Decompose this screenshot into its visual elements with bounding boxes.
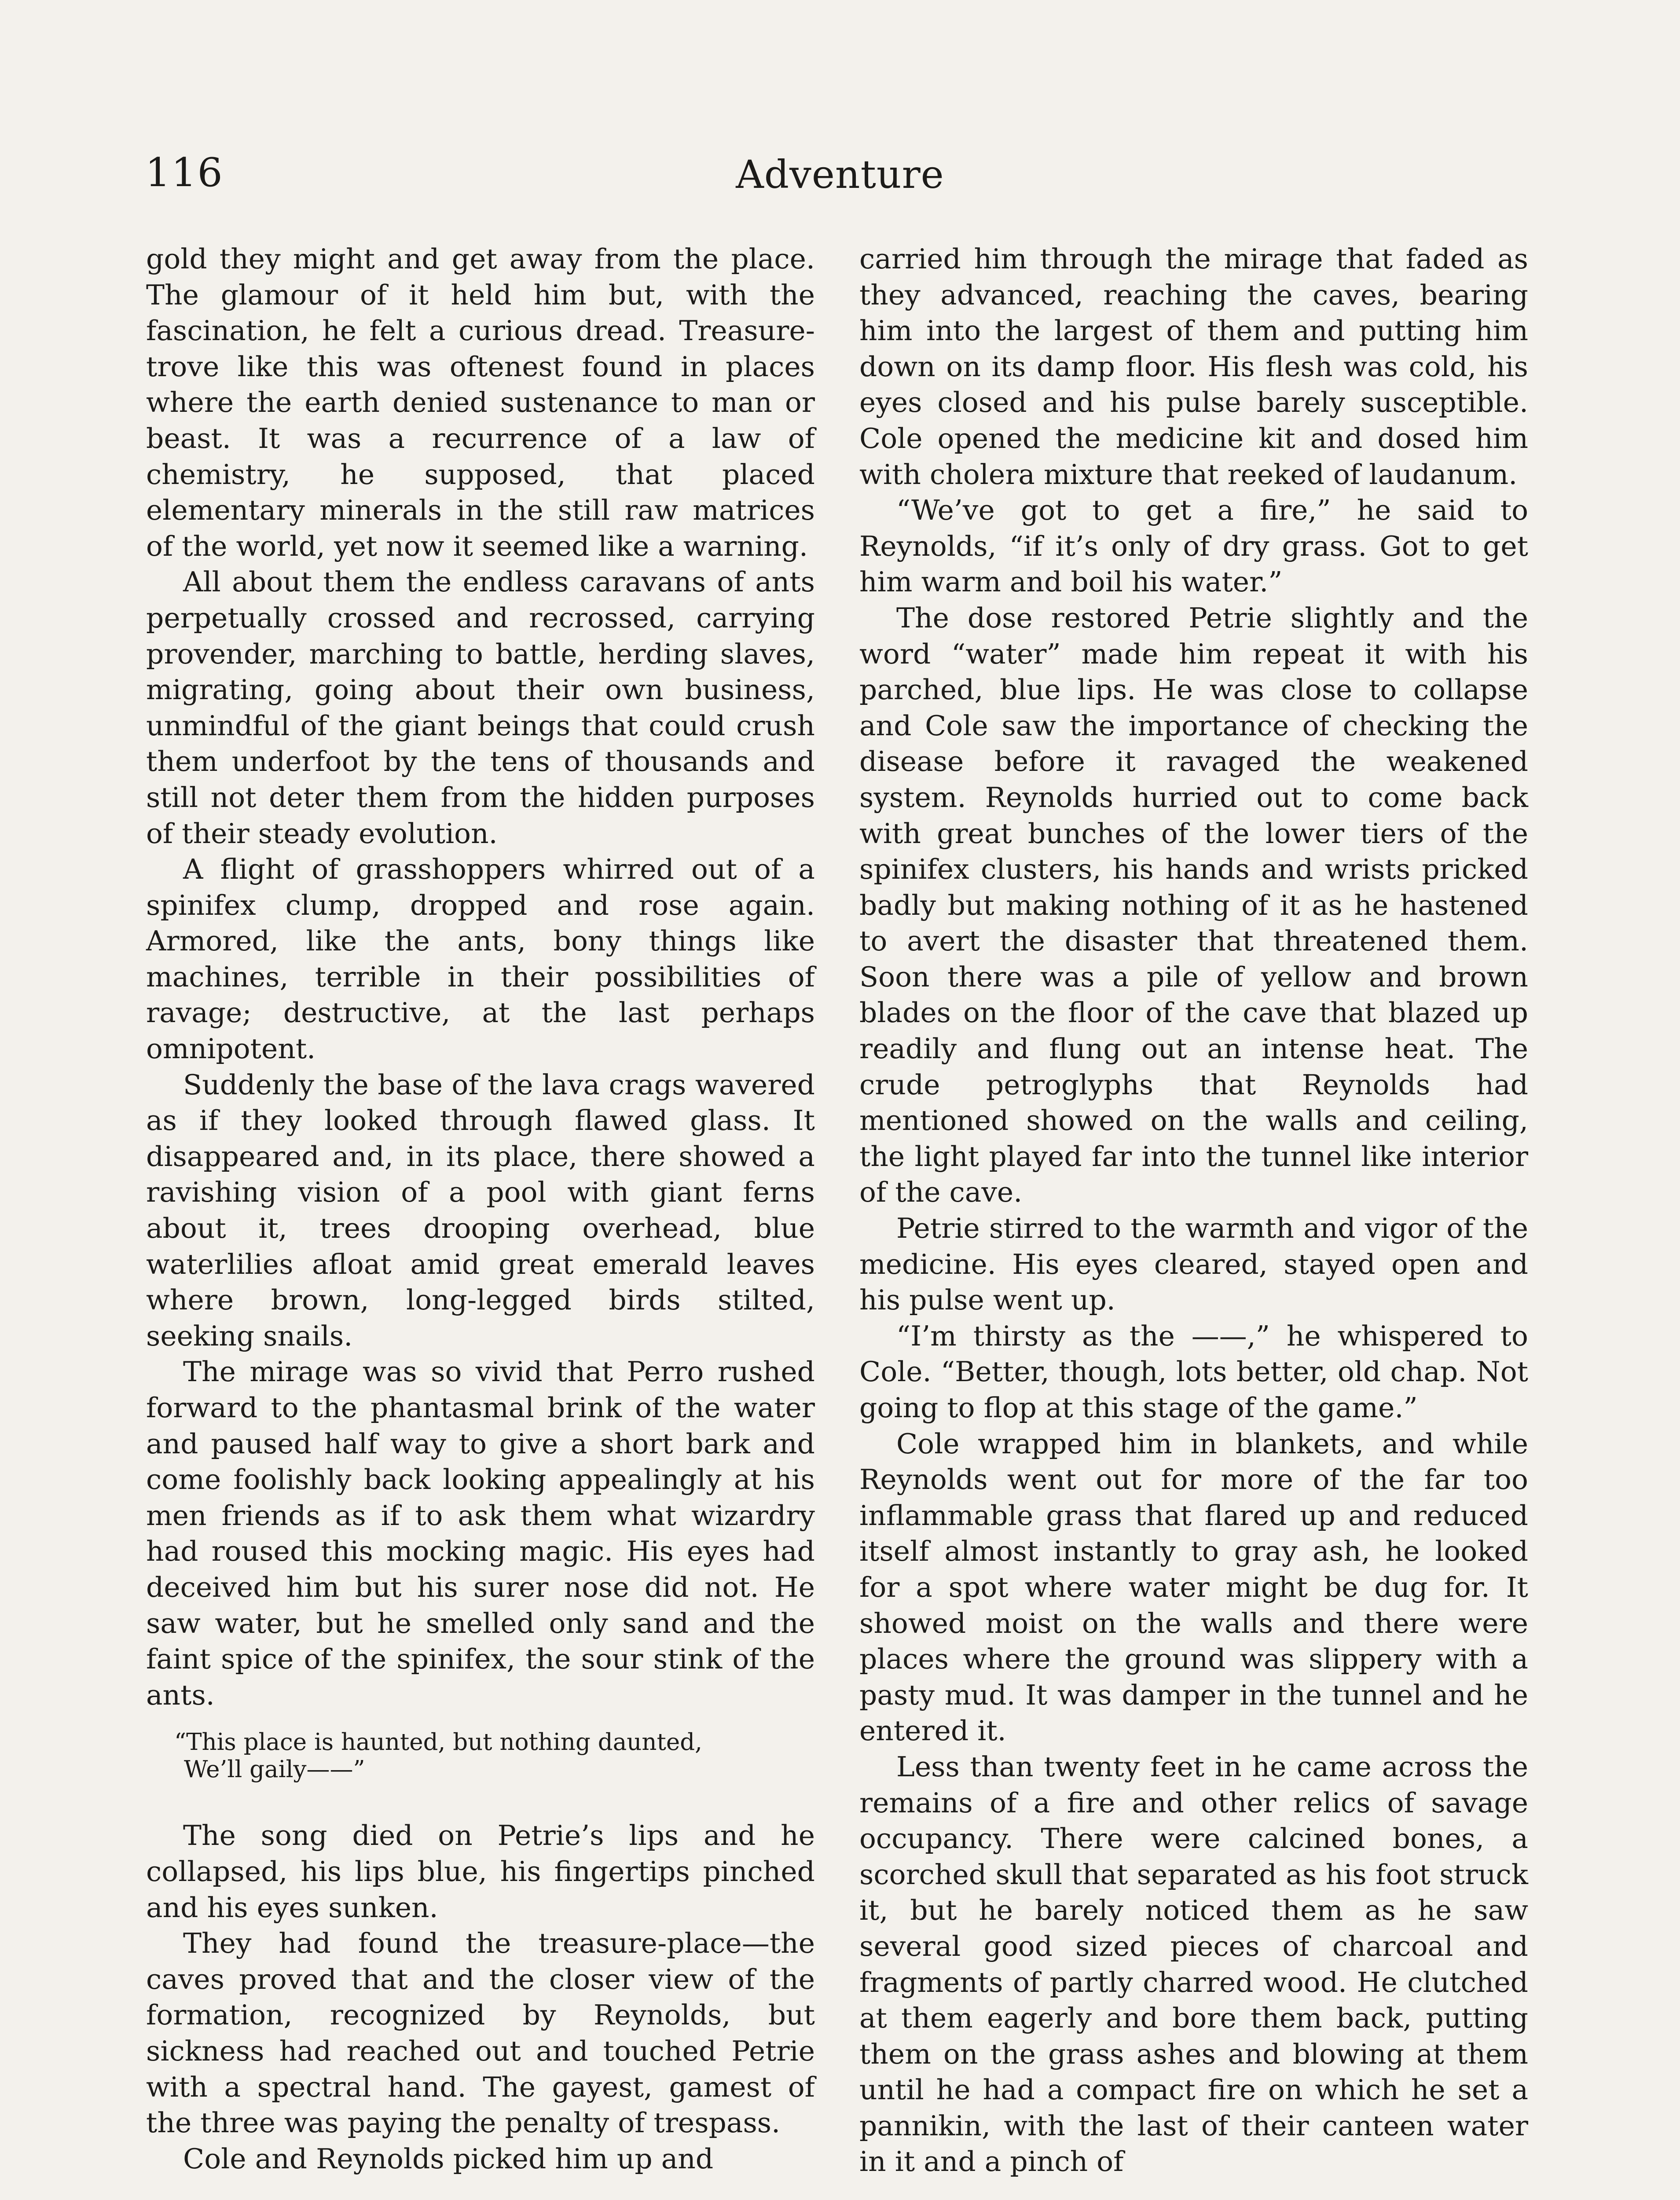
- paragraph: The dose restored Petrie slightly and the word “water” made him repeat it with his parched, blue lips. He was close to collapse and Cole saw the importance of checking the disease before it ravaged the weakened system. Reynolds hurried out to come back with great bunches of the lower tiers of the spinifex clusters, his hands and wrists pricked badly but making nothing of it as he hastened to avert the disaster that threatened them. Soon there was a pile of yellow and brown blades on the floor of the cave that blazed up readily and flung out an intense heat. The crude petroglyphs that Reynolds had mentioned showed on the walls and ceiling, the light played far into the tunnel like interior of the cave.: [859, 601, 1528, 1209]
- paragraph: Cole and Reynolds picked him up and: [183, 2142, 714, 2175]
- paragraph: Petrie stirred to the warmth and vigor of the medicine. His eyes cleared, stayed open and his pulse went up.: [859, 1212, 1528, 1316]
- paragraph: Suddenly the base of the lava crags wavered as if they looked through flawed glass. It disappeared and, in its place, there showed a ravishing vision of a pool with giant ferns about it, trees drooping overhead, blue waterlilies afloat amid great emerald leaves where brown, long-legged birds stilted, seeking snails.: [146, 1068, 815, 1352]
- paragraph: They had found the treasure-place—the caves proved that and the closer view of the formation, recognized by Reynolds, but sickness had reached out and touched Petrie with a spectral hand. The gayest, gamest of the three was paying the penalty of trespass.: [146, 1927, 815, 2139]
- paragraph: “I’m thirsty as the ——,” he whispered to Cole. “Better, though, lots better, old chap. Not going to flop at this stage of the game.”: [859, 1320, 1528, 1424]
- left-column: [146, 241, 815, 2177]
- paragraph: A flight of grasshoppers whirred out of a spinifex clump, dropped and rose again. Armored, like the ants, bony things like machines, terrible in their possibilities of ravage; destructive, at the last perhaps omnipotent.: [146, 853, 815, 1065]
- paragraph: carried him through the mirage that faded as they advanced, reaching the caves, bearing him into the largest of them and putting him down on its damp floor. His flesh was cold, his eyes closed and his pulse barely susceptible. Cole opened the medicine kit and dosed him with cholera mixture that reeked of laudanum.: [859, 243, 1528, 491]
- right-column: [859, 241, 1528, 2180]
- paragraph: The song died on Petrie’s lips and he collapsed, his lips blue, his fingertips pinched and his eyes sunken.: [146, 1819, 815, 1924]
- paragraph: Cole wrapped him in blankets, and while Reynolds went out for more of the far too inflammable grass that flared up and reduced itself almost instantly to gray ash, he looked for a spot where water might be dug for. It showed moist on the walls and there were places where the ground was slippery with a pasty mud. It was damper in the tunnel and he entered it.: [859, 1427, 1528, 1747]
- verse-line: We’ll gaily——”: [184, 1756, 365, 1783]
- paragraph: All about them the endless caravans of ants perpetually crossed and recrossed, carrying provender, marching to battle, herding slaves, migrating, going about their own business, unmindful of the giant beings that could crush them underfoot by the tens of thousands and still not deter them from the hidden purposes of their steady evolution.: [146, 566, 815, 850]
- song-verse: [174, 1729, 815, 1783]
- running-head: Adventure: [736, 152, 944, 197]
- page-header: [0, 0, 1680, 246]
- paragraph: “We’ve got to get a fire,” he said to Reynolds, “if it’s only of dry grass. Got to get him warm and boil his water.”: [859, 494, 1528, 598]
- paragraph: The mirage was so vivid that Perro rushed forward to the phantasmal brink of the water and paused half way to give a short bark and come foolishly back looking appealingly at his men friends as if to ask them what wizardry had roused this mocking magic. His eyes had deceived him but his surer nose did not. He saw water, but he smelled only sand and the faint spice of the spinifex, the sour stink of the ants.: [146, 1356, 815, 1711]
- paragraph: gold they might and get away from the place. The glamour of it held him but, with the fascination, he felt a curious dread. Treasure-trove like this was oftenest found in places where the earth denied sustenance to man or beast. It was a recurrence of a law of chemistry, he supposed, that placed elementary minerals in the still raw matrices of the world, yet now it seemed like a warning.: [146, 243, 815, 562]
- page-number: 116: [145, 150, 224, 196]
- verse-line: “This place is haunted, but nothing daunted,: [174, 1729, 703, 1756]
- paragraph: Less than twenty feet in he came across the remains of a fire and other relics of savage occupancy. There were calcined bones, a scorched skull that separated as his foot struck it, but he barely noticed them as he saw several good sized pieces of charcoal and fragments of partly charred wood. He clutched at them eagerly and bore them back, putting them on the grass ashes and blowing at them until he had a compact fire on which he set a pannikin, with the last of their canteen water in it and a pinch of: [859, 1750, 1528, 2178]
